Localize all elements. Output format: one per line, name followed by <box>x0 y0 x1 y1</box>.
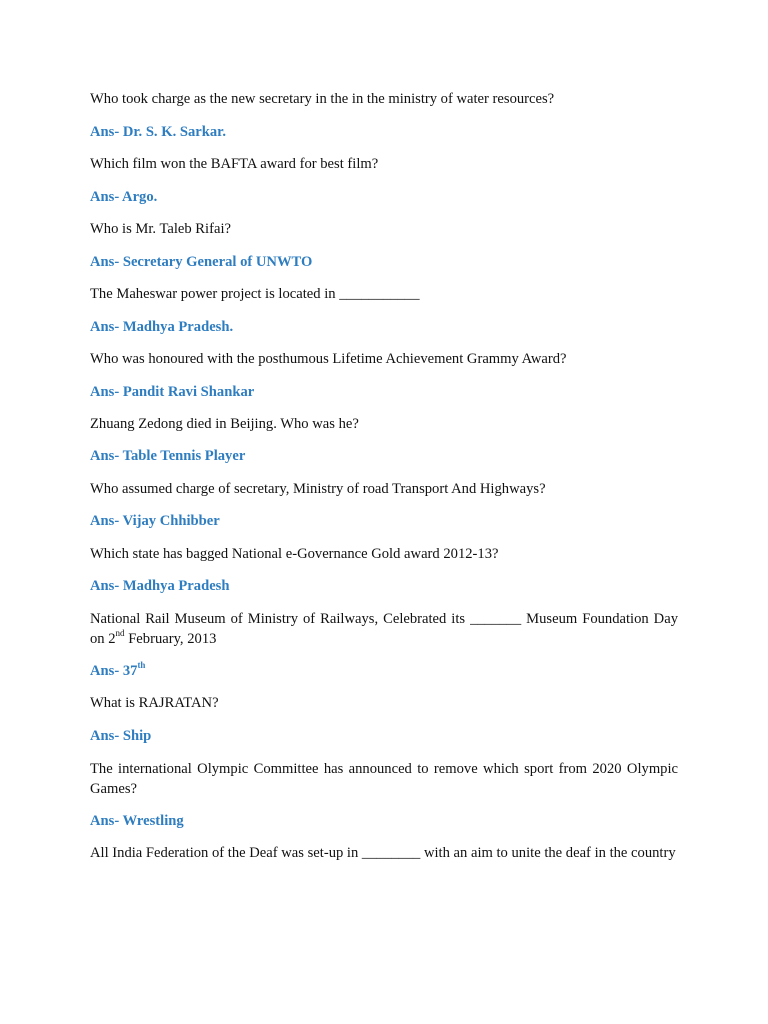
question-6: Zhuang Zedong died in Beijing. Who was he? <box>90 416 359 432</box>
answer-9-superscript: th <box>137 660 146 671</box>
answer-2: Ans- Argo. <box>90 189 158 205</box>
answer-9-main: Ans- 37 <box>90 663 138 679</box>
question-9-part1: National Rail Museum of Ministry of Railways, Celebrated its _______ Museum Foundation Day on 2 <box>90 611 678 647</box>
answer-8: Ans- Madhya Pradesh <box>90 578 230 594</box>
question-10: What is RAJRATAN? <box>90 695 219 711</box>
question-8: Which state has bagged National e-Governance Gold award 2012-13? <box>90 546 499 562</box>
answer-3: Ans- Secretary General of UNWTO <box>90 254 313 270</box>
question-9-superscript: nd <box>115 628 125 639</box>
answer-4: Ans- Madhya Pradesh. <box>90 319 234 335</box>
answer-1: Ans- Dr. S. K. Sarkar. <box>90 124 226 140</box>
question-12: All India Federation of the Deaf was set-up in ________ with an aim to unite the deaf in the country <box>90 845 676 861</box>
question-5: Who was honoured with the posthumous Lifetime Achievement Grammy Award? <box>90 351 567 367</box>
question-9 <box>90 609 678 649</box>
answer-7: Ans- Vijay Chhibber <box>90 513 220 529</box>
question-11: The international Olympic Committee has announced to remove which sport from 2020 Olympic Games? <box>90 761 678 797</box>
question-3: Who is Mr. Taleb Rifai? <box>90 221 231 237</box>
answer-5: Ans- Pandit Ravi Shankar <box>90 384 255 400</box>
answer-10: Ans- Ship <box>90 728 152 744</box>
answer-11: Ans- Wrestling <box>90 813 184 829</box>
answer-6: Ans- Table Tennis Player <box>90 448 246 464</box>
question-2: Which film won the BAFTA award for best film? <box>90 156 379 172</box>
question-1: Who took charge as the new secretary in the in the ministry of water resources? <box>90 91 555 107</box>
question-4: The Maheswar power project is located in ___________ <box>90 286 420 302</box>
question-7: Who assumed charge of secretary, Ministry of road Transport And Highways? <box>90 481 546 497</box>
question-9-part2: February, 2013 <box>124 631 217 647</box>
answer-9 <box>90 661 678 681</box>
